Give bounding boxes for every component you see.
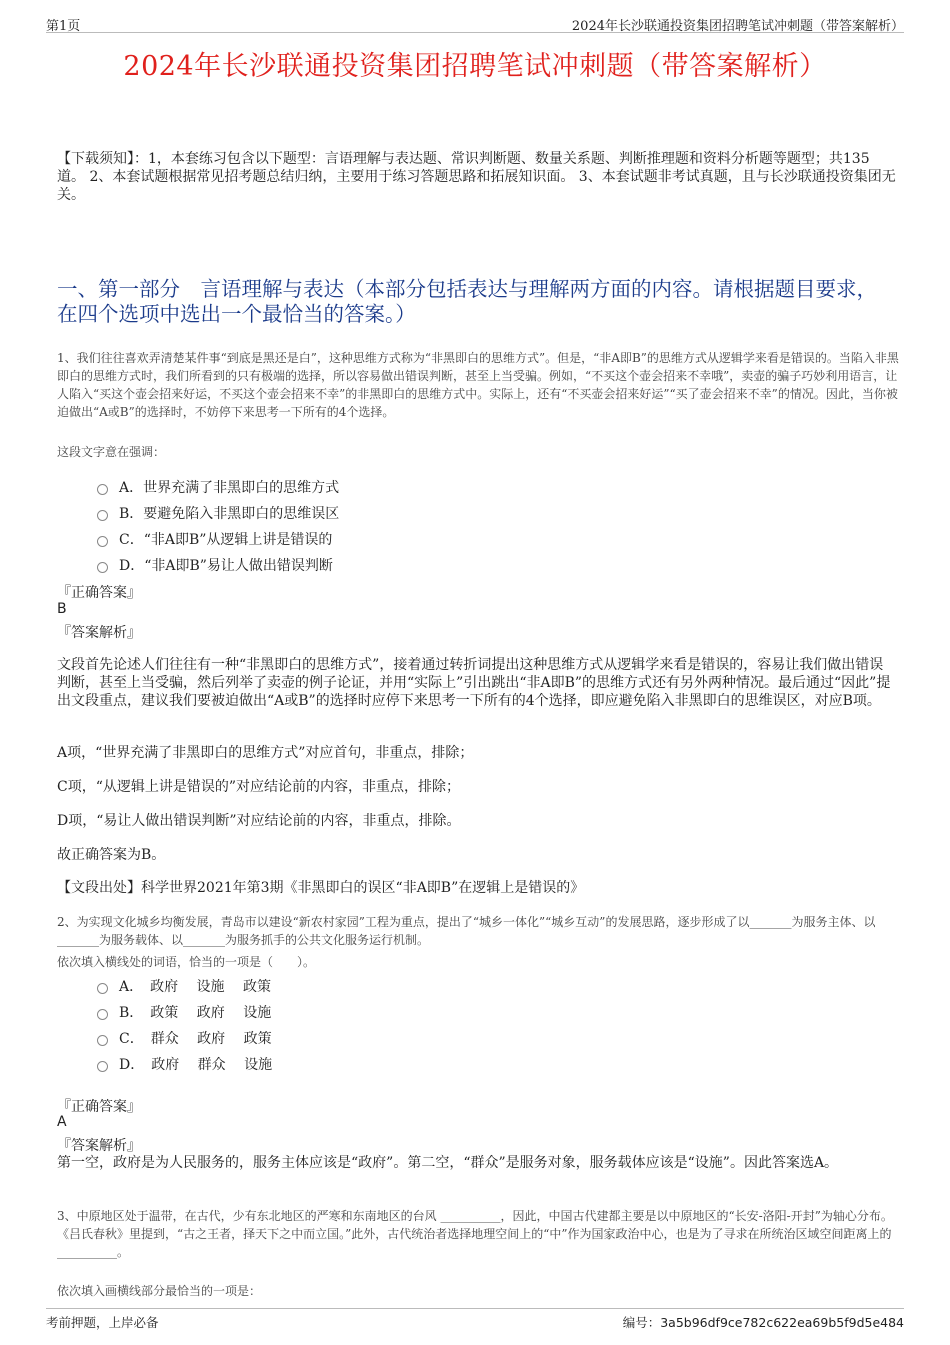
footer-divider: [46, 1308, 904, 1309]
q1-answer-label: 『正确答案』: [57, 585, 141, 601]
header-divider: [46, 32, 904, 33]
question-2-text: 2、为实现文化城乡均衡发展，青岛市以建设“新农村家园”工程为重点，提出了“城乡一体化”“城乡互动”的发展思路，逐步形成了以_______为服务主体、以_______为服务载体、以_______为服务抓手的公共文化服务运行机制。: [57, 915, 876, 947]
q1-analysis-c: C项，“从逻辑上讲是错误的”对应结论前的内容，非重点，排除；: [57, 779, 461, 795]
footer-slogan: 考前押题，上岸必备: [46, 1315, 159, 1330]
q2-option-b[interactable]: B． 政策 政府 设施: [97, 1002, 271, 1022]
question-3-text: 3、中原地区处于温带，在古代，少有东北地区的严寒和东南地区的台风 __________，因此，中国古代建都主要是以中原地区的“长安-洛阳-开封”为轴心分布。《吕氏春秋》里提到，“古之王者，择天下之中而立国。”此外，古代统治者选择地理空间上的“中”作为国家政治中心，也是为了寻求在所统治区域空间距离上的 __________。: [57, 1209, 893, 1259]
q2-analysis-label: 『答案解析』: [57, 1138, 141, 1154]
question-1-text: 1、我们往往喜欢弄清楚某件事“到底是黑还是白”，这种思维方式称为“非黑即白的思维方式”。但是，“非A即B”的思维方式从逻辑学来看是错误的。当陷入非黑即白的思维方式时，我们所看到的只有极端的选择，所以容易做出错误判断，甚至上当受骗。例如，“不买这个壶会招来不幸哦”，卖壶的骗子巧妙利用语言，让人陷入“买这个壶会招来好运，不买这个壶会招来不幸”的非黑即白的思维方式中。实际上，还有“不买壶会招来好运”“买了壶会招来不幸”的情况。因此，当你被迫做出“A或B”的选择时，不妨停下来思考一下所有的4个选择。: [57, 351, 899, 419]
q2-answer: A: [57, 1114, 67, 1130]
radio-icon[interactable]: [97, 562, 108, 573]
q2-option-a[interactable]: A． 政府 设施 政策: [97, 976, 271, 996]
q1-answer: B: [57, 601, 67, 617]
q1-source: 【文段出处】科学世界2021年第3期《非黑即白的误区“非A即B”在逻辑上是错误的》: [57, 880, 585, 896]
question-2-prompt: 依次填入横线处的词语，恰当的一项是（ ）。: [57, 955, 316, 969]
radio-icon[interactable]: [97, 510, 108, 521]
download-notice: 【下载须知】：1，本套练习包含以下题型：言语理解与表达题、常识判断题、数量关系题、判断推理题和资料分析题等题型；共135道。 2、本套试题根据常见招考题总结归纳，主要用于练习答题思路和拓展知识面。 3、本套试题非考试真题，且与长沙联通投资集团无关。: [57, 151, 896, 203]
q1-option-c[interactable]: C．“非A即B”从逻辑上讲是错误的: [97, 529, 332, 549]
question-1-prompt: 这段文字意在强调：: [57, 445, 166, 459]
q1-analysis-conclusion: 故正确答案为B。: [57, 847, 166, 863]
section-title: 一、第一部分 言语理解与表达（本部分包括表达与理解两方面的内容。请根据题目要求，在四个选项中选出一个最恰当的答案。）: [57, 277, 877, 326]
header-doc-title: 2024年长沙联通投资集团招聘笔试冲刺题（带答案解析）: [571, 19, 904, 34]
radio-icon[interactable]: [97, 983, 108, 994]
q2-option-c[interactable]: C． 群众 政府 政策: [97, 1028, 272, 1048]
footer-code: [623, 1313, 904, 1331]
radio-icon[interactable]: [97, 1009, 108, 1020]
q1-analysis-main: 文段首先论述人们往往有一种“非黑即白的思维方式”，接着通过转折词提出这种思维方式从逻辑学来看是错误的，容易让我们做出错误判断，甚至上当受骗，然后列举了卖壶的例子论证，并用“实际上”引出跳出“非A即B”的思维方式还有另外两种情况。最后通过“因此”提出文段重点，建议我们要被迫做出“A或B”的选择时应停下来思考一下所有的4个选择，即应避免陷入非黑即白的思维误区，对应B项。: [57, 657, 891, 709]
q1-analysis-d: D项，“易让人做出错误判断”对应结论前的内容，非重点，排除。: [57, 813, 461, 829]
q1-option-b[interactable]: B．要避免陷入非黑即白的思维误区: [97, 503, 339, 523]
radio-icon[interactable]: [97, 1035, 108, 1046]
radio-icon[interactable]: [97, 1061, 108, 1072]
q1-analysis-label: 『答案解析』: [57, 625, 141, 641]
radio-icon[interactable]: [97, 536, 108, 547]
q1-analysis-a: A项，“世界充满了非黑即白的思维方式”对应首句，非重点，排除；: [57, 745, 474, 761]
document-title: 2024年长沙联通投资集团招聘笔试冲刺题（带答案解析）: [123, 51, 827, 82]
question-3-prompt: 依次填入画横线部分最恰当的一项是：: [57, 1284, 262, 1298]
q1-option-d[interactable]: D．“非A即B”易让人做出错误判断: [97, 555, 333, 575]
q2-analysis: 第一空，政府是为人民服务的，服务主体应该是“政府”。第二空，“群众”是服务对象，服务载体应该是“设施”。因此答案选A。: [57, 1155, 839, 1171]
q2-option-d[interactable]: D． 政府 群众 设施: [97, 1054, 272, 1074]
page-number: 第1页: [46, 19, 81, 34]
radio-icon[interactable]: [97, 484, 108, 495]
footer-code-label: 编号：: [622, 1315, 661, 1330]
q1-option-a[interactable]: A．世界充满了非黑即白的思维方式: [97, 477, 339, 497]
q2-answer-label: 『正确答案』: [57, 1099, 141, 1115]
footer-code-value: 3a5b96df9ce782c622ea69b5f9d5e484: [660, 1315, 904, 1330]
